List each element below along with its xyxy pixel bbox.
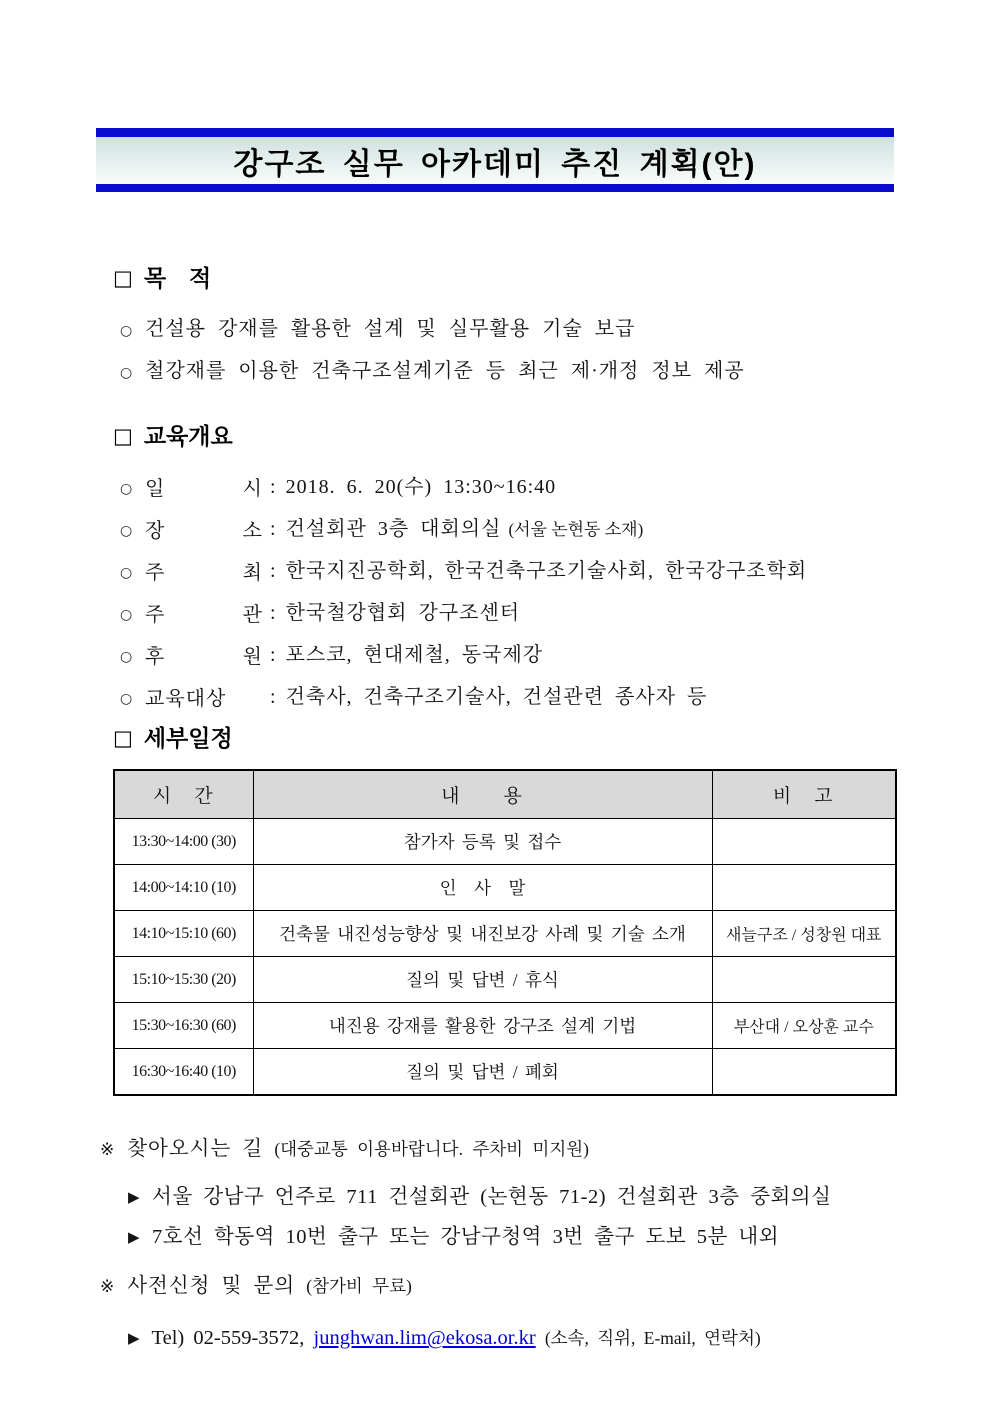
list-item — [120, 467, 992, 509]
schedule-table — [113, 769, 897, 1096]
schedule-note-cell — [712, 865, 896, 911]
arrow-bullet-icon: ▶ — [128, 1329, 140, 1347]
colon-separator: : — [270, 644, 277, 666]
circle-bullet-icon: ○ — [120, 481, 134, 497]
directions-heading-label: 찾아오시는 길 — [127, 1138, 264, 1160]
reference-mark-icon: ※ — [100, 1277, 116, 1297]
contact-heading-label: 사전신청 및 문의 — [127, 1275, 296, 1297]
title-banner — [96, 128, 894, 192]
directions-item-text: 서울 강남구 언주로 711 건설회관 (논현동 71-2) 건설회관 3층 중회의실 — [152, 1186, 832, 1208]
colon-separator: : — [270, 560, 277, 582]
circle-bullet-icon: ○ — [120, 323, 134, 339]
overview-label: 장 소 — [145, 520, 263, 542]
schedule-time-cell: 13:30~14:00 (30) — [114, 819, 253, 865]
overview-label: 후 원 — [145, 646, 263, 668]
schedule-content-cell: 질의 및 답변 / 휴식 — [253, 957, 712, 1003]
overview-label: 주 관 — [145, 604, 263, 626]
list-item — [120, 509, 992, 551]
schedule-note-cell: 부산대 / 오상훈 교수 — [712, 1003, 896, 1049]
overview-value: 건축사, 건축구조기술사, 건설관련 종사자 등 — [285, 686, 708, 708]
overview-list — [120, 467, 992, 719]
colon-separator: : — [270, 686, 277, 708]
schedule-content-cell: 건축물 내진성능향상 및 내진보강 사례 및 기술 소개 — [253, 911, 712, 957]
page-title: 강구조 실무 아카데미 추진 계획(안) — [233, 147, 757, 181]
arrow-bullet-icon: ▶ — [128, 1228, 141, 1246]
overview-value: 포스코, 현대제철, 동국제강 — [285, 644, 544, 666]
schedule-content-cell: 참가자 등록 및 접수 — [253, 819, 712, 865]
section-heading-purpose — [113, 265, 992, 292]
directions-item-text: 7호선 학동역 10번 출구 또는 강남구청역 3번 출구 도보 5분 내외 — [152, 1226, 780, 1248]
directions-heading — [100, 1136, 992, 1164]
overview-label: 주 최 — [145, 562, 263, 584]
purpose-item-text: 철강재를 이용한 건축구조설계기준 등 최근 제·개정 정보 제공 — [145, 360, 745, 382]
schedule-content-cell: 내진용 강재를 활용한 강구조 설계 기법 — [253, 1003, 712, 1049]
table-row — [114, 819, 896, 865]
contact-heading-note: (참가비 무료) — [306, 1276, 412, 1296]
list-item — [128, 1217, 992, 1257]
schedule-note-cell — [712, 819, 896, 865]
purpose-item-text: 건설용 강재를 활용한 설계 및 실무활용 기술 보급 — [145, 318, 636, 340]
purpose-list — [120, 309, 992, 393]
contact-suffix: (소속, 직위, E-mail, 연락처) — [544, 1328, 761, 1348]
section-heading-overview — [113, 423, 992, 450]
colon-separator: : — [270, 518, 277, 540]
square-bullet-icon: □ — [113, 726, 133, 750]
schedule-content-cell: 인 사 말 — [253, 865, 712, 911]
directions-heading-note: (대중교통 이용바랍니다. 주차비 미지원) — [274, 1139, 589, 1159]
colon-separator: : — [270, 602, 277, 624]
table-row — [114, 865, 896, 911]
list-item — [120, 677, 992, 719]
schedule-note-cell — [712, 1049, 896, 1096]
schedule-header-time: 시 간 — [114, 770, 253, 819]
schedule-note-cell: 새늘구조 / 성창원 대표 — [712, 911, 896, 957]
colon-separator: : — [270, 476, 277, 498]
arrow-bullet-icon: ▶ — [128, 1188, 141, 1206]
overview-heading-label: 교육개요 — [143, 423, 233, 449]
table-row — [114, 1003, 896, 1049]
list-item — [120, 593, 992, 635]
section-heading-schedule — [113, 725, 992, 752]
table-row — [114, 957, 896, 1003]
circle-bullet-icon: ○ — [120, 565, 134, 581]
contact-heading — [100, 1273, 992, 1301]
circle-bullet-icon: ○ — [120, 365, 134, 381]
schedule-time-cell: 14:00~14:10 (10) — [114, 865, 253, 911]
contact-tel-line — [128, 1318, 992, 1358]
list-item — [128, 1177, 992, 1217]
list-item — [120, 551, 992, 593]
schedule-time-cell: 14:10~15:10 (60) — [114, 911, 253, 957]
circle-bullet-icon: ○ — [120, 607, 134, 623]
table-row — [114, 1049, 896, 1096]
tel-number: Tel) 02-559-3572, — [151, 1327, 305, 1349]
overview-value: 한국철강협회 강구조센터 — [285, 602, 521, 624]
overview-note: (서울 논현동 소재) — [508, 520, 644, 539]
email-link[interactable]: junghwan.lim@ekosa.or.kr — [313, 1327, 536, 1349]
schedule-header-content: 내 용 — [253, 770, 712, 819]
list-item — [120, 351, 992, 393]
schedule-note-cell — [712, 957, 896, 1003]
overview-label: 일 시 — [145, 478, 263, 500]
schedule-content-cell: 질의 및 답변 / 폐회 — [253, 1049, 712, 1096]
overview-value: 한국지진공학회, 한국건축구조기술사회, 한국강구조학회 — [285, 560, 808, 582]
square-bullet-icon: □ — [113, 424, 133, 448]
schedule-time-cell: 16:30~16:40 (10) — [114, 1049, 253, 1096]
purpose-heading-label: 목 적 — [143, 265, 212, 291]
schedule-time-cell: 15:30~16:30 (60) — [114, 1003, 253, 1049]
overview-value: 2018. 6. 20(수) 13:30~16:40 — [285, 476, 557, 498]
directions-list — [128, 1177, 992, 1257]
schedule-header-note: 비 고 — [712, 770, 896, 819]
schedule-time-cell: 15:10~15:30 (20) — [114, 957, 253, 1003]
overview-label: 교육대상 — [145, 688, 227, 710]
schedule-header-row — [114, 770, 896, 819]
overview-value: 건설회관 3층 대회의실 — [285, 518, 502, 540]
circle-bullet-icon: ○ — [120, 691, 134, 707]
list-item — [120, 635, 992, 677]
list-item — [120, 309, 992, 351]
schedule-heading-label: 세부일정 — [143, 725, 233, 751]
reference-mark-icon: ※ — [100, 1140, 116, 1160]
circle-bullet-icon: ○ — [120, 649, 134, 665]
table-row — [114, 911, 896, 957]
square-bullet-icon: □ — [113, 266, 133, 290]
circle-bullet-icon: ○ — [120, 523, 134, 539]
